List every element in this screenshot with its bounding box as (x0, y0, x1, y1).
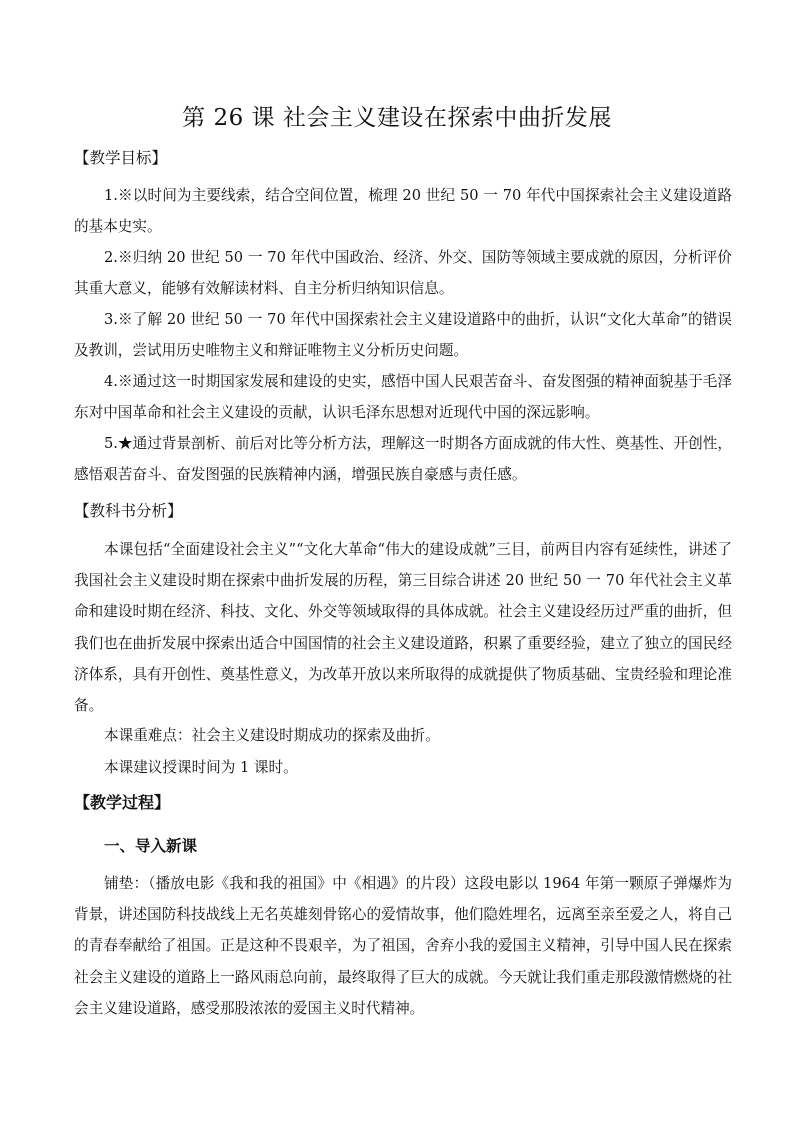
objective-1: 1.※以时间为主要线索，结合空间位置，梳理 20 世纪 50 一 70 年代中国探索社会主义建设道路的基本史实。 (74, 187, 732, 236)
objective-4: 4.※通过这一时期国家发展和建设的史实，感悟中国人民艰苦奋斗、奋发图强的精神面貌基于毛泽东对中国革命和社会主义建设的贡献，认识毛泽东思想对近现代中国的深远影响。 (74, 373, 732, 422)
objective-3: 3.※了解 20 世纪 50 一 70 年代中国探索社会主义建设道路中的曲折，认识“文化大革命”的错误及教训，尝试用历史唯物主义和辩证唯物主义分析历史问题。 (74, 311, 732, 360)
textbook-analysis-paragraph: 本课包括“全面建设社会主义”“文化大革命“伟大的建设成就”三目，前两目内容有延续性，讲述了我国社会主义建设时期在探索中曲折发展的历程，第三目综合讲述 20 世纪 50 一 70 年代社会主义革命和建设时期在经济、科技、文化、外交等领域取得的具体成就。社会主义建设经历过严重的曲折，但我们也在曲折发展中探索出适合中国国情的社会主义建设道路，积累了重要经验，建立了独立的国民经济体系，具有开创性、奠基性意义，为改革开放以来所取得的成就提供了物质基础、宝贵经验和理论准备。 (74, 541, 732, 715)
objective-2: 2.※归纳 20 世纪 50 一 70 年代中国政治、经济、外交、国防等领域主要成就的原因，分析评价其重大意义，能够有效解读材料、自主分析归纳知识信息。 (74, 249, 732, 298)
objective-5: 5.★通过背景剖析、前后对比等分析方法，理解这一时期各方面成就的伟大性、奠基性、开创性，感悟艰苦奋斗、奋发图强的民族精神内涵，增强民族自豪感与责任感。 (74, 435, 732, 484)
intro-paragraph: 铺垫：（播放电影《我和我的祖国》中《相遇》的片段）这段电影以 1964 年第一颗原子弹爆炸为背景，讲述国防科技战线上无名英雄刻骨铭心的爱情故事，他们隐姓埋名，远离至亲至爱之人，将自己的青春奉献给了祖国。正是这种不畏艰辛，为了祖国，舍弃小我的爱国主义精神，引导中国人民在探索社会主义建设的道路上一路风雨总向前，最终取得了巨大的成就。今天就让我们重走那段激情燃烧的社会主义建设道路，感受那股浓浓的爱国主义时代精神。 (74, 875, 732, 1017)
lesson-title: 第 26 课 社会主义建设在探索中曲折发展 (182, 105, 612, 131)
process-heading: 【教学过程】 (74, 793, 171, 812)
objectives-heading: 【教学目标】 (74, 149, 168, 167)
class-hours: 本课建议授课时间为 1 课时。 (104, 759, 298, 776)
key-difficult-points: 本课重难点：社会主义建设时期成功的探索及曲折。 (104, 727, 440, 744)
textbook-heading: 【教科书分析】 (74, 502, 183, 520)
process-subheading-intro: 一、导入新课 (104, 836, 198, 855)
